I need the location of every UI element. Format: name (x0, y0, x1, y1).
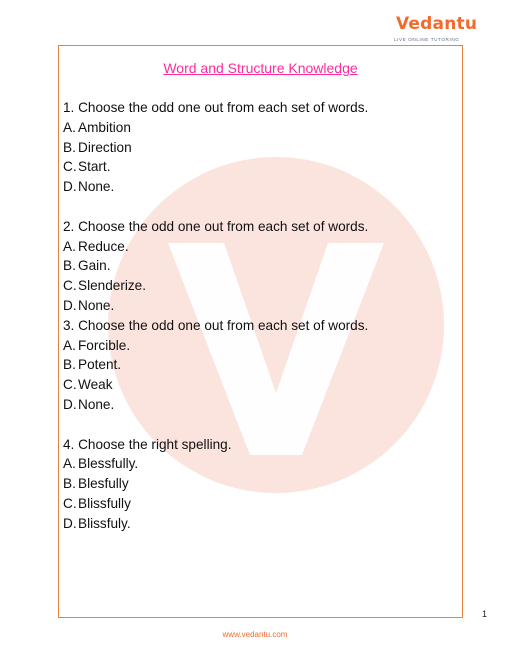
option-text: Slenderize. (78, 278, 147, 294)
option-item (63, 375, 453, 395)
option-text: Blesfully (78, 476, 129, 492)
option-letter: A. (63, 337, 76, 353)
option-text: Ambition (78, 119, 131, 135)
option-item (63, 157, 453, 177)
option-letter: D. (63, 515, 77, 531)
page-number: 1 (482, 609, 488, 619)
option-item (63, 454, 453, 474)
option-letter: B. (63, 357, 76, 373)
question-prompt: 1. Choose the odd one out from each set of words. (63, 100, 369, 115)
option-item (63, 514, 453, 534)
option-letter: C. (63, 495, 77, 511)
option-letter: D. (63, 396, 77, 412)
option-letter: C. (63, 159, 77, 175)
option-letter: B. (63, 258, 76, 274)
option-item (63, 336, 453, 356)
spacer (63, 415, 453, 435)
option-item (63, 494, 453, 514)
option-item (63, 237, 453, 257)
option-text: None. (78, 297, 115, 313)
option-letter: A. (63, 119, 76, 135)
option-text: Direction (78, 139, 132, 155)
option-text: None. (78, 179, 115, 195)
option-item (63, 118, 453, 138)
option-text: Start. (78, 159, 111, 175)
option-letter: A. (63, 456, 76, 472)
option-item (63, 177, 453, 197)
option-letter: C. (63, 377, 77, 393)
logo-brand-text: Vedantu (396, 14, 478, 34)
option-text: Weak (78, 377, 113, 393)
option-text: Gain. (78, 258, 111, 274)
footer-url-link[interactable]: www.vedantu.com (222, 630, 288, 639)
question-prompt: 2. Choose the odd one out from each set of words. (63, 218, 369, 234)
option-text: Potent. (78, 357, 122, 373)
question-prompt: 4. Choose the right spelling. (63, 436, 232, 452)
spacer (63, 197, 453, 217)
option-letter: A. (63, 238, 76, 254)
option-text: Blissfuly. (78, 515, 131, 531)
question-prompt: 3. Choose the odd one out from each set of words. (63, 317, 369, 333)
option-item (63, 296, 453, 316)
option-item (63, 474, 453, 494)
option-item (63, 276, 453, 296)
option-text: Forcible. (78, 337, 131, 353)
logo-tagline: LIVE ONLINE TUTORING (394, 37, 460, 42)
option-text: Reduce. (78, 238, 129, 254)
option-item (63, 138, 453, 158)
option-letter: B. (63, 476, 76, 492)
option-letter: C. (63, 278, 77, 294)
question-list (63, 98, 453, 534)
option-letter: D. (63, 179, 77, 195)
option-letter: B. (63, 139, 76, 155)
option-text: Blissfully (78, 495, 131, 511)
option-letter: D. (63, 297, 77, 313)
option-item (63, 395, 453, 415)
option-item (63, 355, 453, 375)
option-item (63, 256, 453, 276)
option-text: Blessfully. (78, 456, 139, 472)
page-title: Word and Structure Knowledge (163, 60, 358, 76)
option-text: None. (78, 396, 115, 412)
